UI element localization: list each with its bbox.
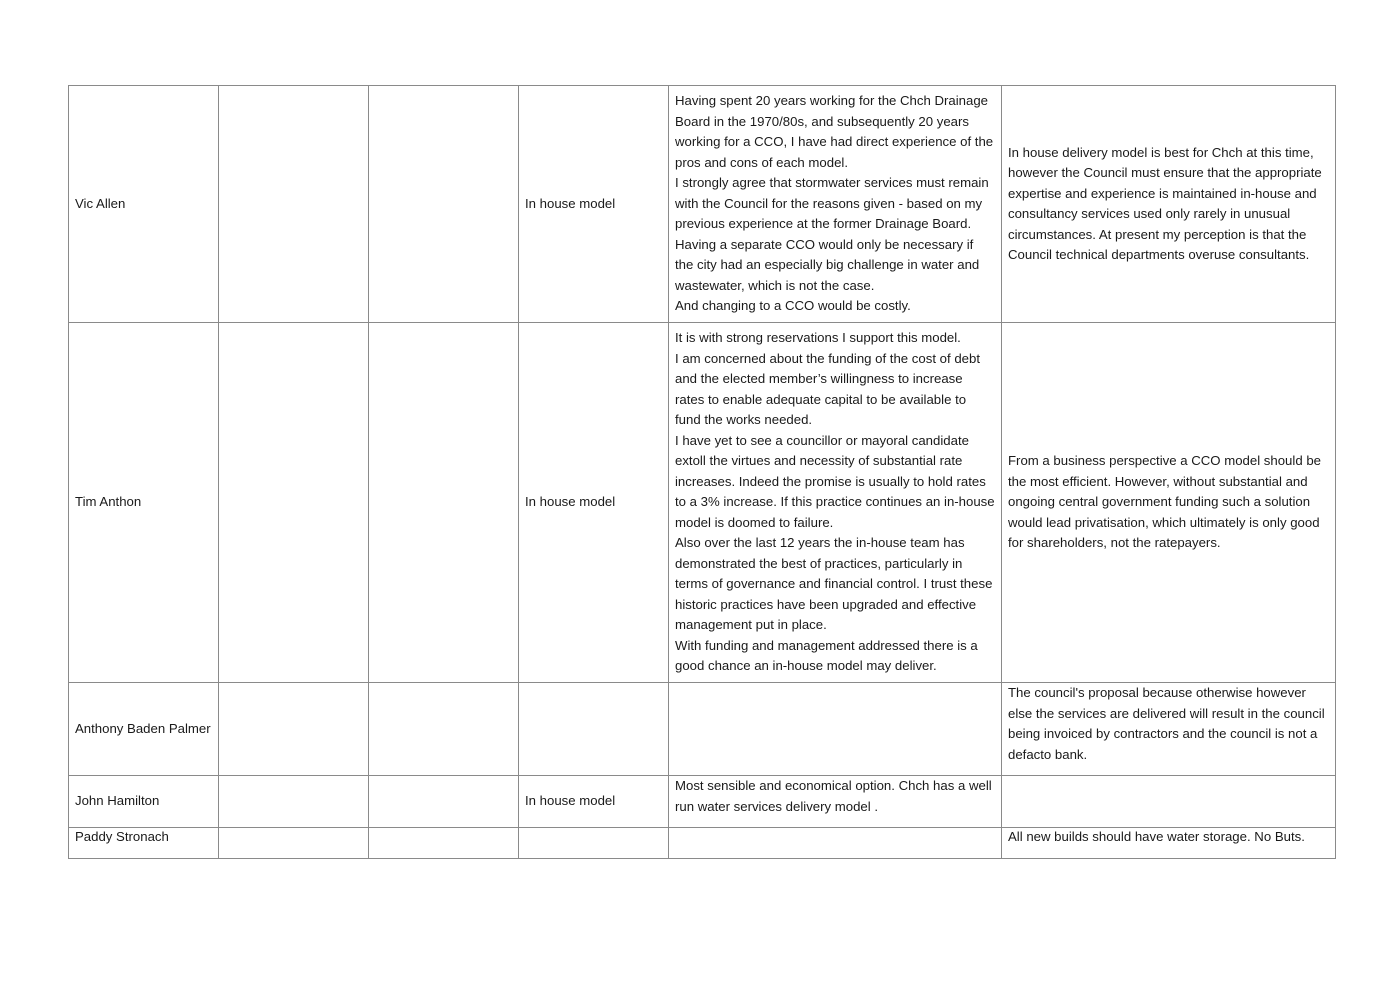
model-choice: In house model <box>525 793 616 809</box>
comment-paragraph: I have yet to see a councillor or mayoral candidate extoll the virtues and necessity of substantial rate increases. Indeed the promise is usually to hold rates to a 3% increase. If this practice continues an in-house model is doomed to failure. <box>675 432 995 530</box>
other-comment-cell <box>1002 323 1336 683</box>
other-comment-cell <box>1002 86 1336 323</box>
empty-cell <box>219 86 369 323</box>
other-comment: The council's proposal because otherwise however else the services are delivered will result in the council being invoiced by contractors and the council is not a defacto bank. <box>1008 685 1325 762</box>
submitter-name: Anthony Baden Palmer <box>75 720 211 736</box>
other-comment: In house delivery model is best for Chch at this time, however the Council must ensure that the appropriate expertise and experience is maintained in-house and consultancy services used only rarely in unusual circumstances. At present my perception is that the Council technical departments overuse consultants. <box>1008 144 1322 262</box>
submitter-name-cell <box>69 828 219 859</box>
submitter-name-cell <box>69 776 219 828</box>
comment-paragraph: Most sensible and economical option. Chch has a well run water services delivery model . <box>675 778 992 814</box>
comment-cell <box>669 828 1002 859</box>
comment-cell <box>669 323 1002 683</box>
table-row <box>69 776 1336 828</box>
comment-paragraph: Having spent 20 years working for the Chch Drainage Board in the 1970/80s, and subsequently 20 years working for a CCO, I have had direct experience of the pros and cons of each model. <box>675 93 994 170</box>
model-cell <box>519 776 669 828</box>
empty-cell <box>369 323 519 683</box>
submitter-name-cell <box>69 323 219 683</box>
submitter-name: Tim Anthon <box>75 494 142 510</box>
model-choice: In house model <box>525 195 616 211</box>
comment-paragraph: I am concerned about the funding of the cost of debt and the elected member’s willingness to increase rates to enable adequate capital to be available to fund the works needed. <box>675 350 980 428</box>
comment-paragraph: Having a separate CCO would only be necessary if the city had an especially big challenge in water and wastewater, which is not the case. <box>675 236 980 293</box>
empty-cell <box>369 776 519 828</box>
comment-paragraph: With funding and management addressed there is a good chance an in-house model may deliver. <box>675 637 978 674</box>
empty-cell <box>369 828 519 859</box>
table-row <box>69 828 1336 859</box>
table-row <box>69 323 1336 683</box>
other-comment: From a business perspective a CCO model should be the most efficient. However, without substantial and ongoing central government funding such a solution would lead privatisation, which ultimately is only good for shareholders, not the ratepayers. <box>1008 453 1321 551</box>
comment-cell <box>669 683 1002 776</box>
comment-cell <box>669 86 1002 323</box>
other-comment-cell <box>1002 776 1336 828</box>
model-choice: In house model <box>525 494 616 510</box>
comment-cell <box>669 776 1002 828</box>
model-cell <box>519 828 669 859</box>
submitter-name: Vic Allen <box>75 195 126 211</box>
submitter-name-cell <box>69 86 219 323</box>
table-row <box>69 86 1336 323</box>
comment-paragraph: Also over the last 12 years the in-house team has demonstrated the best of practices, particularly in terms of governance and financial control. I trust these historic practices have been upgraded and effective management put in place. <box>675 535 993 633</box>
empty-cell <box>219 323 369 683</box>
submitter-name-cell <box>69 683 219 776</box>
comment-paragraph: And changing to a CCO would be costly. <box>675 298 911 314</box>
model-cell <box>519 683 669 776</box>
model-cell <box>519 86 669 323</box>
comment-paragraph: I strongly agree that stormwater services must remain with the Council for the reasons given - based on my previous experience at the former Drainage Board. <box>675 175 989 232</box>
submitter-name: Paddy Stronach <box>75 829 169 844</box>
empty-cell <box>369 683 519 776</box>
other-comment: All new builds should have water storage. No Buts. <box>1008 829 1305 844</box>
empty-cell <box>219 828 369 859</box>
table-row <box>69 683 1336 776</box>
other-comment-cell <box>1002 683 1336 776</box>
empty-cell <box>369 86 519 323</box>
submissions-table <box>68 85 1336 859</box>
empty-cell <box>219 683 369 776</box>
empty-cell <box>219 776 369 828</box>
other-comment-cell <box>1002 828 1336 859</box>
submitter-name: John Hamilton <box>75 793 160 809</box>
comment-paragraph: It is with strong reservations I support this model. <box>675 330 961 346</box>
model-cell <box>519 323 669 683</box>
